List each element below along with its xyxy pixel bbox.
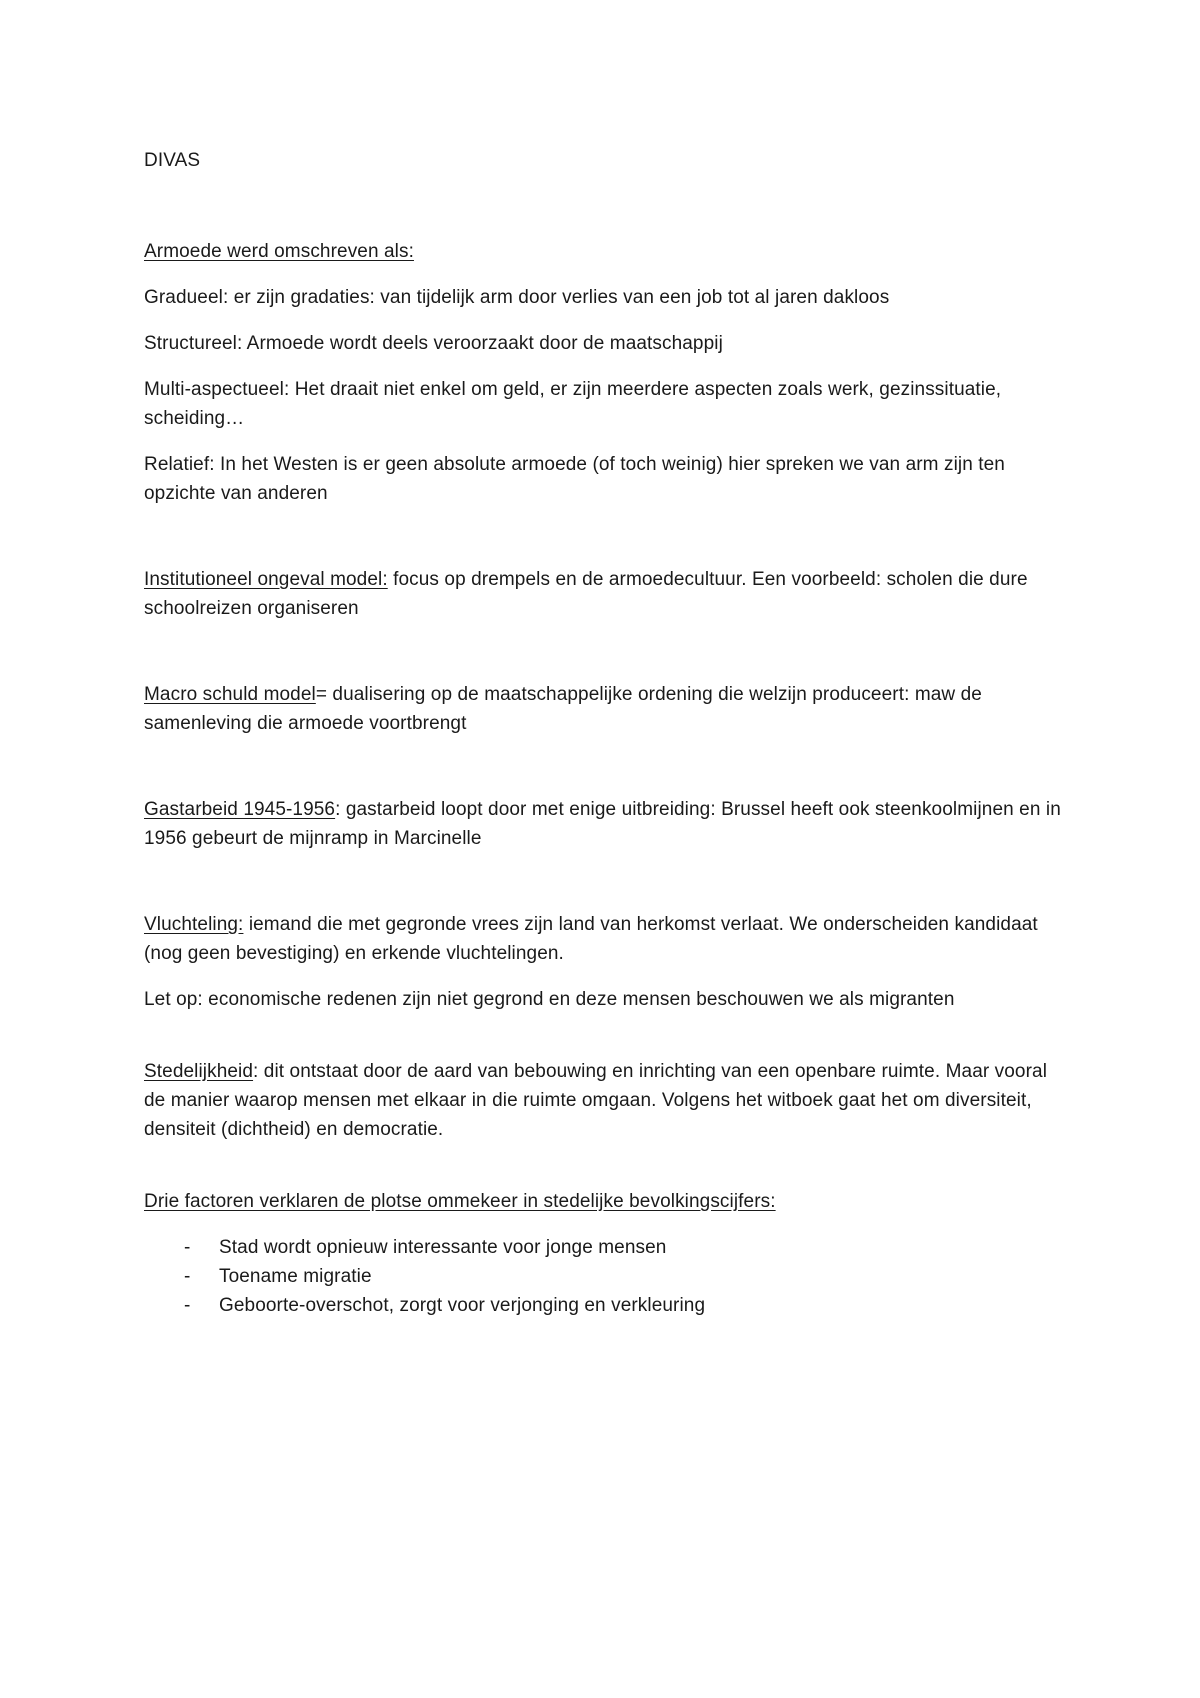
list-bullet: - xyxy=(184,1295,191,1316)
factoren-heading-text: Drie factoren verklaren de plotse ommekeer in stedelijke bevolkingscijfers: xyxy=(144,1191,776,1212)
institutioneel-paragraph xyxy=(144,565,1064,623)
list-item xyxy=(144,1291,1064,1320)
list-item-text: Geboorte-overschot, zorgt voor verjonging en verkleuring xyxy=(219,1295,706,1316)
list-item xyxy=(144,1262,1064,1291)
factoren-heading xyxy=(144,1187,1064,1216)
armoede-item-multi-aspectueel: Multi-aspectueel: Het draait niet enkel om geld, er zijn meerdere aspecten zoals werk, gezinssituatie, scheiding… xyxy=(144,379,1002,429)
armoede-heading-text: Armoede werd omschreven als: xyxy=(144,241,414,262)
macro-term: Macro schuld model xyxy=(144,684,316,705)
stedelijkheid-paragraph xyxy=(144,1057,1064,1144)
vluchteling-note: Let op: economische redenen zijn niet gegrond en deze mensen beschouwen we als migranten xyxy=(144,989,955,1010)
vluchteling-term: Vluchteling: xyxy=(144,914,244,935)
list-item-text: Toename migratie xyxy=(219,1266,372,1287)
macro-paragraph xyxy=(144,680,1064,738)
armoede-item-gradueel: Gradueel: er zijn gradaties: van tijdelijk arm door verlies van een job tot al jaren dakloos xyxy=(144,287,890,308)
armoede-item-relatief: Relatief: In het Westen is er geen absolute armoede (of toch weinig) hier spreken we van arm zijn ten opzichte van anderen xyxy=(144,454,1005,504)
document-body xyxy=(144,146,1064,1320)
list-bullet: - xyxy=(184,1237,191,1258)
list-item-text: Stad wordt opnieuw interessante voor jonge mensen xyxy=(219,1237,667,1258)
list-item xyxy=(144,1233,1064,1262)
factoren-list xyxy=(144,1233,1064,1320)
armoede-heading xyxy=(144,237,1064,266)
vluchteling-text: iemand die met gegronde vrees zijn land van herkomst verlaat. We onderscheiden kandidaat (nog geen bevestiging) en erkende vluchtelingen. xyxy=(144,914,1038,964)
gastarbeid-term: Gastarbeid 1945-1956 xyxy=(144,799,336,820)
vluchteling-paragraph xyxy=(144,910,1064,968)
stedelijkheid-term: Stedelijkheid xyxy=(144,1061,254,1082)
institutioneel-text: focus op drempels en de armoedecultuur. Een voorbeeld: scholen die dure schoolreizen organiseren xyxy=(144,569,1028,619)
gastarbeid-paragraph xyxy=(144,795,1064,853)
gastarbeid-text: : gastarbeid loopt door met enige uitbreiding: Brussel heeft ook steenkoolmijnen en in 1956 gebeurt de mijnramp in Marcinelle xyxy=(144,799,1061,849)
stedelijkheid-text: : dit ontstaat door de aard van bebouwing en inrichting van een openbare ruimte. Maar vooral de manier waarop mensen met elkaar in die ruimte omgaan. Volgens het witboek gaat het om diversiteit, densiteit (dichtheid) en democratie. xyxy=(144,1061,1048,1140)
list-bullet: - xyxy=(184,1266,191,1287)
armoede-item-structureel: Structureel: Armoede wordt deels veroorzaakt door de maatschappij xyxy=(144,333,723,354)
document-title: DIVAS xyxy=(144,150,201,171)
institutioneel-term: Institutioneel ongeval model: xyxy=(144,569,388,590)
macro-text: = dualisering op de maatschappelijke ordening die welzijn produceert: maw de samenleving die armoede voortbrengt xyxy=(144,684,982,734)
